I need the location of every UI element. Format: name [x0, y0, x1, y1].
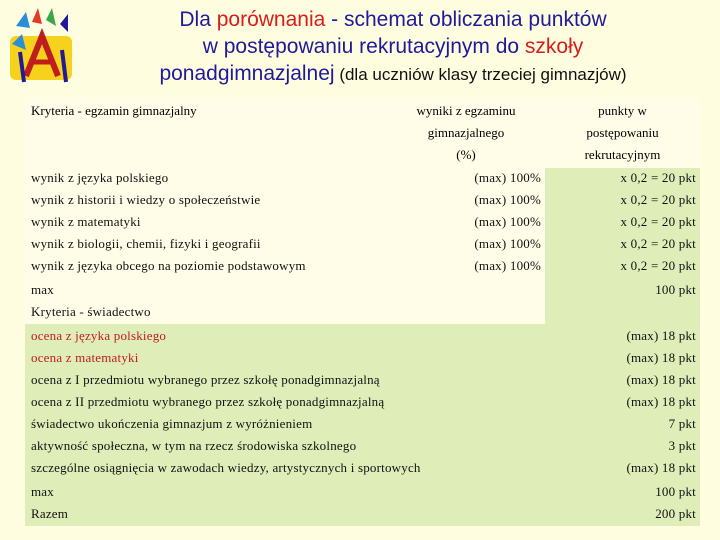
header-results: wyniki z egzaminu gimnazjalnego (%) [416, 103, 516, 162]
school-logo-icon [6, 6, 78, 88]
scoring-table: Kryteria - egzamin gimnazjalny wyniki z egzaminu gimnazjalnego (%) punkty w postępowaniu rekrutacyjnym wynik z języka polskiego (max) 100% x 0,2 = 20 pkt wynik z historii i wiedzy o społeczeństwie (max) 100% x 0,2 = 20 pkt wynik z matematyki (max) 100% x 0,2 = 20 pkt wynik z biologii, chemii, fizyki i geografii (max) 100% x 0,2 = 20 pkt wynik z języka obcego na poziomie podstawowym (max) 100% x 0,2 = 20 pkt max 100 pkt Kryteria - świadectwo ocena z języka polskiego (max) 18 pkt ocena z matematyki (max) 18 pkt ocena z I przedmiotu wybranego przez szkołę ponadgimnazjalną (max) 18 pkt ocena z II przedmiotu wybranego przez szkołę ponadgimnazjalną (max) 18 pkt świadectwo ukończenia gimnazjum z wyróżnieniem 7 pkt aktywność społeczna, w tym na rzecz środowiska szkolnego 3 pkt szczególne osiągnięcia w zawodach wiedzy, artystycznych i sportowych (max) 18 pkt max 100 pkt Razem 200 pkt [25, 98, 700, 526]
page-title: Dla porównania - schemat obliczania punktów w postępowaniu rekrutacyjnym do szkoły ponadgimnazjalnej (dla uczniów klasy trzeciej gimnazjów) [159, 8, 627, 85]
header-criteria: Kryteria - egzamin gimnazjalny [31, 103, 197, 118]
header-points: punkty w postępowaniu rekrutacyjnym [584, 103, 661, 162]
